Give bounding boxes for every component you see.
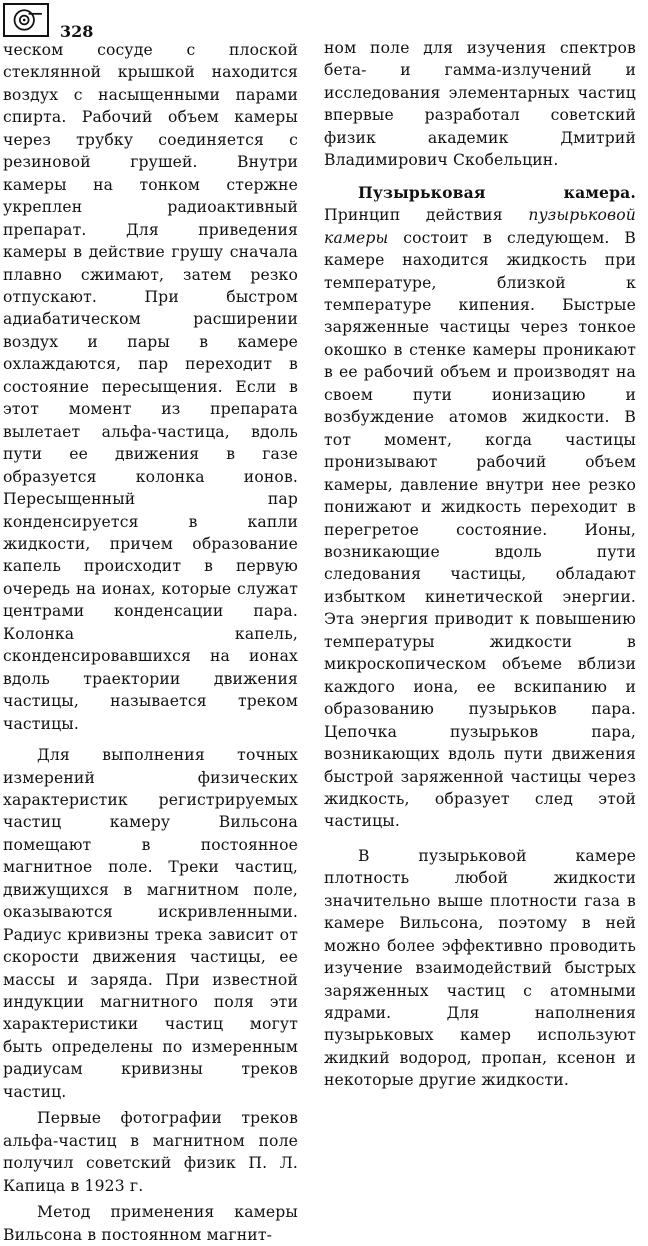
paragraph: В пузырьковой камере плотность любой жидкости значительно выше плотности газа в камере Вильсона, поэтому в ней можно более эффективно проводить изучение взаимодействий быстрых заряженных частиц с атомными ядрами. Для наполнения пузырьковых камер используют жидкий водород, пропан, ксенон и некоторые другие жидкости.: [324, 846, 636, 1090]
paragraph: Первые фотографии треков альфа-частиц в магнитном поле получил советский физик П. Л. Капица в 1923 г.: [3, 1109, 298, 1195]
paragraph: ном поле для изучения спектров бета- и гамма-излучений и исследования элементарных частиц впервые разработал советский физик академик Дмитрий Владимирович Скобельцин.: [324, 39, 636, 170]
paragraph: Метод применения камеры Вильсона в постоянном магнит-: [3, 1203, 298, 1244]
paragraph-bubble-chamber: [324, 182, 636, 833]
eye-logo-icon: [3, 3, 49, 37]
section-heading: Пузырьковая камера.: [358, 182, 636, 202]
paragraph: ческом сосуде с плоской стеклянной крышкой находится воздух с насыщенными парами спирта. Рабочий объем камеры через трубку соединяется с резиновой грушей. Внутри камеры на тонком стержне укреплен радиоактивный препарат. Для приведения камеры в действие грушу сначала плавно сжимают, затем резко отпускают. При быстром адиабатическом расширении воздух и пары в камере охлаждаются, пар переходит в состояние пересыщения. Если в этот момент из препарата вылетает альфа-частица, вдоль пути ее движения в газе образуется колонка ионов. Пересыщенный пар конденсируется в капли жидкости, причем образование капель происходит в первую очередь на ионах, которые служат центрами конденсации пара. Колонка капель, сконденсировавшихся на ионах вдоль траектории движения частицы, называется треком частицы.: [3, 41, 298, 733]
paragraph-text: состоит в следующем. В камере находится жидкость при температуре, близкой к температуре кипения. Быстрые заряженные частицы через тонкое окошко в стенке камеры проникают в ее рабочий объем и производят на своем пути ионизацию и возбуждение атомов жидкости. В тот момент, когда частицы пронизывают рабочий объем камеры, давление внутри нее резко понижают и жидкость переходит в перегретое состояние. Ионы, возникающие вдоль пути следования частицы, обладают избытком кинетической энергии. Эта энергия приводит к повышению температуры жидкости в микроскопическом объеме вблизи каждого иона, ее вскипанию и образованию пузырьков пара. Цепочка пузырьков пара, возникающих вдоль пути движения быстрой заряженной частицы через жидкость, образует след этой частицы.: [324, 228, 636, 831]
left-column: [3, 39, 298, 1246]
italic-term: пузырьковой камеры: [324, 206, 636, 247]
page-number: 328: [60, 22, 94, 41]
paragraph: Для выполнения точных измерений физических характеристик регистрируемых частиц камеру Вильсона помещают в постоянное магнитное поле. Треки частиц, движущихся в магнитном поле, оказываются искривленными. Радиус кривизны трека зависит от скорости движения частицы, ее массы и заряда. При известной индукции магнитного поля эти характеристики частиц могут быть определены по измеренным радиусам кривизны треков частиц.: [3, 746, 298, 1101]
right-column: [324, 37, 636, 1092]
paragraph-text: Принцип действия: [324, 206, 529, 225]
